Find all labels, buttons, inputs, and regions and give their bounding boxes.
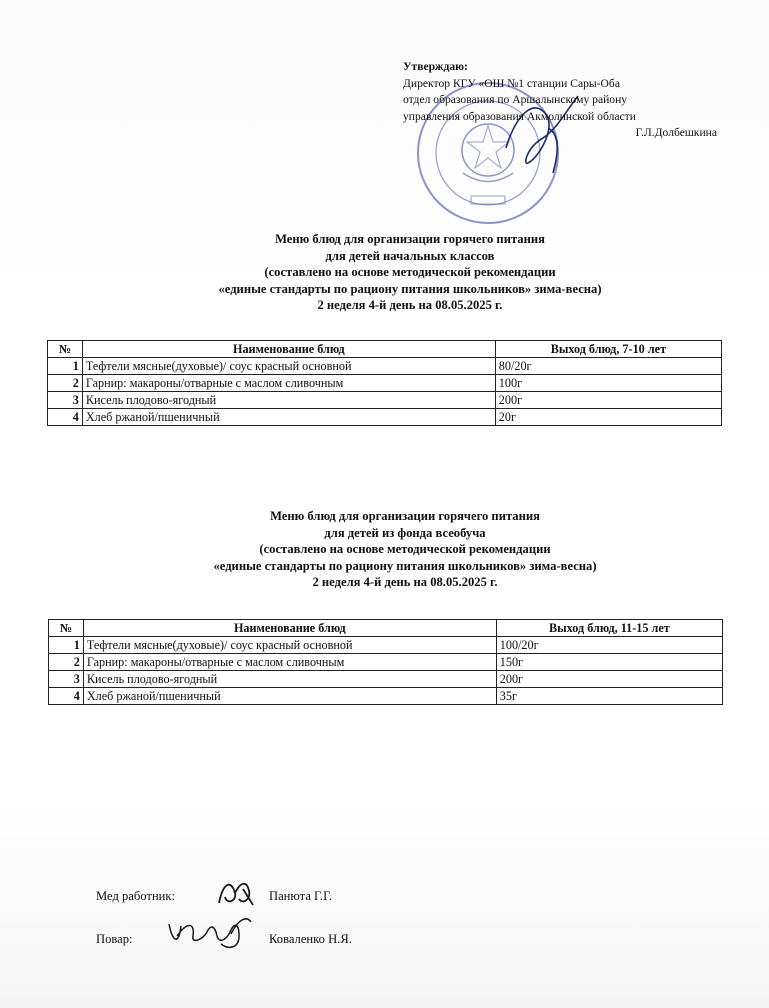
menu1-heading-line: для детей начальных классов bbox=[325, 248, 495, 263]
approval-title: Утверждаю: bbox=[403, 60, 468, 73]
approval-signatory: Г.Л.Долбешкина bbox=[635, 126, 717, 139]
dish-portion: 100/20г bbox=[496, 637, 722, 654]
dish-name: Кисель плодово-ягодный bbox=[83, 671, 496, 688]
approval-line-2: отдел образования по Аршалынскому району bbox=[403, 93, 628, 106]
column-header: Наименование блюд bbox=[83, 620, 496, 637]
approval-block bbox=[403, 59, 723, 142]
dish-name: Гарнир: макароны/отварные с маслом сливочным bbox=[82, 375, 495, 392]
column-header: Выход блюд, 11-15 лет bbox=[496, 620, 722, 637]
row-number: 1 bbox=[49, 637, 84, 654]
row-number: 2 bbox=[48, 375, 83, 392]
menu1-table bbox=[47, 340, 722, 426]
row-number: 4 bbox=[49, 688, 84, 705]
dish-portion: 150г bbox=[496, 654, 722, 671]
menu2-table bbox=[48, 619, 723, 705]
menu2-heading-line: 2 неделя 4-й день на 08.05.2025 г. bbox=[312, 575, 498, 589]
dish-portion: 100г bbox=[495, 375, 721, 392]
dish-name: Тефтели мясные(духовые)/ соус красный основной bbox=[83, 637, 496, 654]
menu2-heading-line: Меню блюд для организации горячего питания bbox=[270, 509, 540, 523]
table-header-row bbox=[49, 620, 723, 637]
medic-signature-icon bbox=[213, 875, 259, 911]
dish-name: Хлеб ржаной/пшеничный bbox=[82, 409, 495, 426]
row-number: 3 bbox=[48, 392, 83, 409]
approval-line-3: управления образования Акмолинской области bbox=[403, 109, 636, 123]
menu1-heading-line: (составлено на основе методической рекомендации bbox=[264, 265, 556, 279]
dish-portion: 35г bbox=[496, 688, 722, 705]
approval-line-1: Директор КГУ «ОШ №1 станции Сары-Оба bbox=[403, 76, 620, 90]
dish-name: Хлеб ржаной/пшеничный bbox=[83, 688, 496, 705]
menu2-heading bbox=[120, 508, 690, 591]
menu2-heading-line: «единые стандарты по рациону питания школьников» зима-весна) bbox=[213, 558, 597, 573]
column-header: № bbox=[49, 620, 84, 637]
table-row bbox=[48, 392, 722, 409]
menu2-heading-line: (составлено на основе методической рекомендации bbox=[259, 542, 551, 556]
table-row bbox=[48, 375, 722, 392]
dish-portion: 200г bbox=[495, 392, 721, 409]
menu1-heading-line: 2 неделя 4-й день на 08.05.2025 г. bbox=[317, 298, 503, 312]
table-row bbox=[49, 637, 723, 654]
table-row bbox=[48, 409, 722, 426]
menu1-heading bbox=[130, 231, 690, 314]
cook-signature-icon bbox=[165, 914, 255, 950]
dish-portion: 80/20г bbox=[495, 358, 721, 375]
dish-name: Кисель плодово-ягодный bbox=[82, 392, 495, 409]
table-row bbox=[49, 671, 723, 688]
table-row bbox=[49, 688, 723, 705]
dish-name: Гарнир: макароны/отварные с маслом сливочным bbox=[83, 654, 496, 671]
column-header: № bbox=[48, 341, 83, 358]
row-number: 1 bbox=[48, 358, 83, 375]
medic-name: Панюта Г.Г. bbox=[269, 889, 333, 903]
medic-label: Мед работник: bbox=[96, 889, 176, 903]
menu2-heading-line: для детей из фонда всеобуча bbox=[324, 525, 486, 540]
table-header-row bbox=[48, 341, 722, 358]
row-number: 2 bbox=[49, 654, 84, 671]
row-number: 3 bbox=[49, 671, 84, 688]
dish-portion: 20г bbox=[495, 409, 721, 426]
column-header: Наименование блюд bbox=[82, 341, 495, 358]
menu1-heading-line: Меню блюд для организации горячего питания bbox=[275, 232, 545, 246]
row-number: 4 bbox=[48, 409, 83, 426]
cook-name: Коваленко Н.Я. bbox=[269, 932, 352, 946]
cook-label: Повар: bbox=[96, 932, 133, 946]
column-header: Выход блюд, 7-10 лет bbox=[495, 341, 721, 358]
dish-portion: 200г bbox=[496, 671, 722, 688]
table-row bbox=[49, 654, 723, 671]
menu1-heading-line: «единые стандарты по рациону питания школьников» зима-весна) bbox=[218, 281, 602, 296]
table-row bbox=[48, 358, 722, 375]
dish-name: Тефтели мясные(духовые)/ соус красный основной bbox=[82, 358, 495, 375]
